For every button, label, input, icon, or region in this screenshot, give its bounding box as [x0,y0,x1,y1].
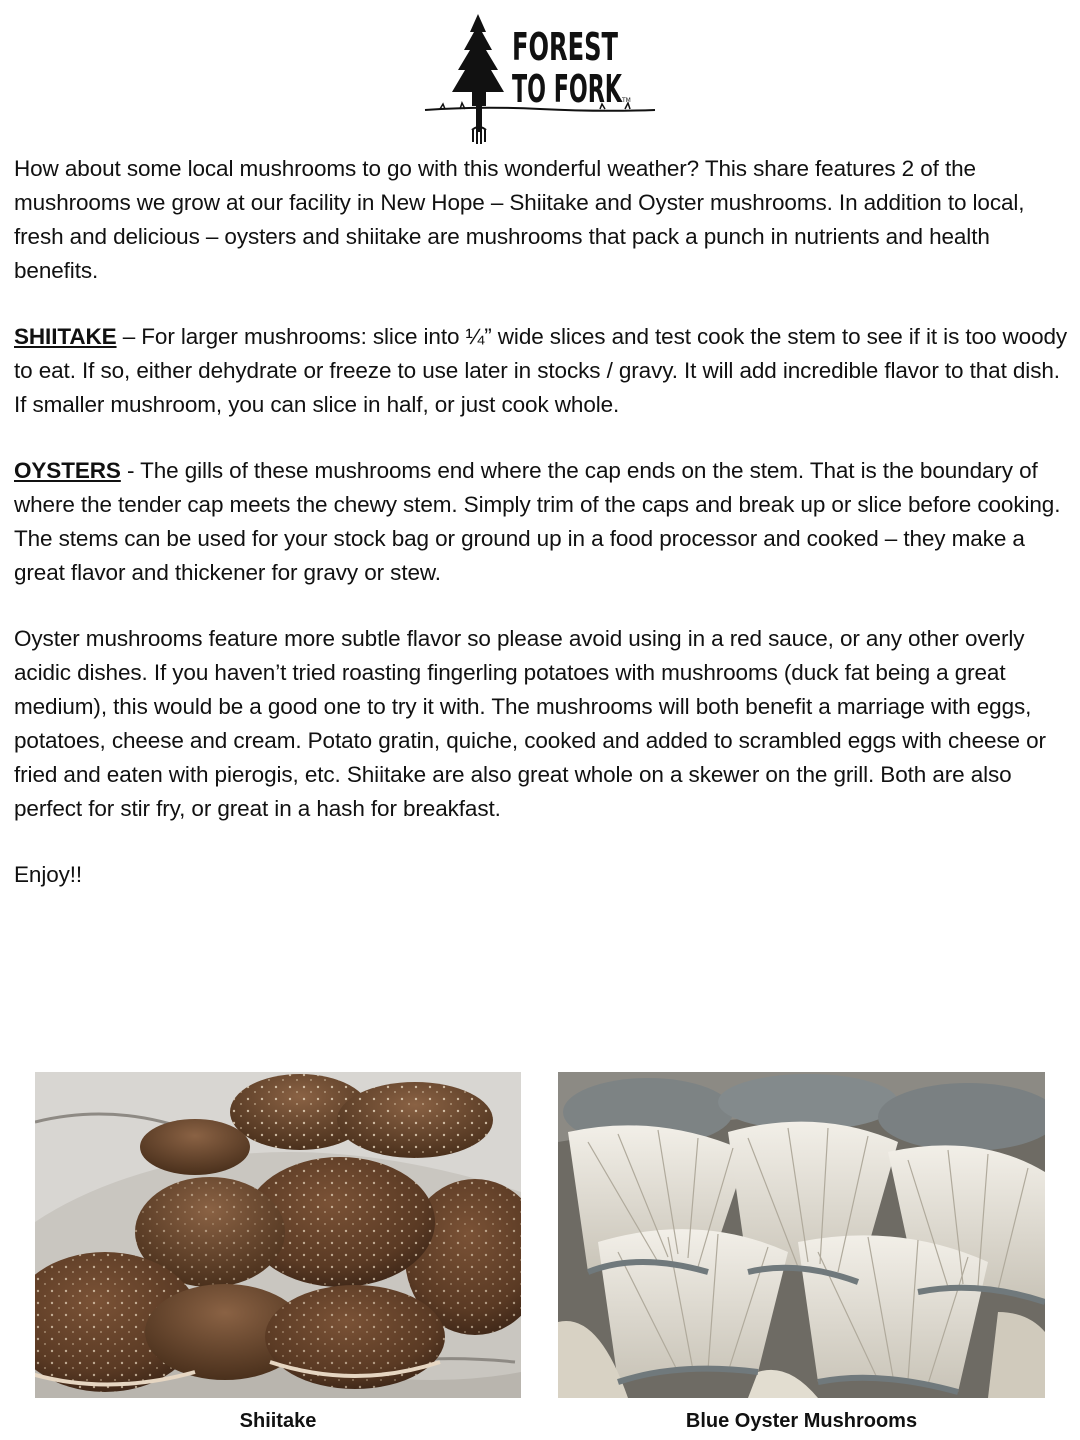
logo-text-forest: FOREST [512,25,619,69]
tree-fork-icon [420,10,660,148]
shiitake-photo [35,1072,521,1398]
forest-to-fork-logo [420,10,660,148]
blue-oyster-caption: Blue Oyster Mushrooms [685,1410,918,1432]
shiitake-text: – For larger mushrooms: slice into ¼” wide slices and test cook the stem to see if it is too woody to eat. If so, either dehydrate or freeze to use later in stocks / gravy. It will add incredible flavor to that dish. If smaller mushroom, you can slice in half, or just cook whole. [14,324,1068,417]
shiitake-caption: Shiitake [239,1410,317,1432]
blue-oyster-photo [558,1072,1045,1398]
shiitake-paragraph [14,320,1070,422]
closing-text: Enjoy!! [14,862,83,887]
oysters-heading: OYSTERS [14,458,121,483]
intro-paragraph: How about some local mushrooms to go with this wonderful weather? This share features 2 of the mushrooms we grow at our facility in New Hope – Shiitake and Oyster mushrooms. In addition to local, fresh and delicious – oysters and shiitake are mushrooms that pack a punch in nutrients and health benefits. [14,156,1025,283]
logo-text-to-fork: TO FORK [512,67,623,111]
share-description [14,152,1070,924]
logo-trademark: TM [622,97,631,104]
shiitake-heading: SHIITAKE [14,324,117,349]
oysters-text: - The gills of these mushrooms end where the cap ends on the stem. That is the boundary of where the tender cap meets the chewy stem. Simply trim of the caps and break up or slice before cooking. The stems can be used for your stock bag or ground up in a food processor and cooked – they make a great flavor and thickener for gravy or stew. [14,458,1061,585]
tips-paragraph: Oyster mushrooms feature more subtle flavor so please avoid using in a red sauce, or any other overly acidic dishes. If you haven’t tried roasting fingerling potatoes with mushrooms (duck fat being a great medium), this would be a good one to try it with. The mushrooms will both benefit a marriage with eggs, potatoes, cheese and cream. Potato gratin, quiche, cooked and added to scrambled eggs with cheese or fried and eaten with pierogis, etc. Shiitake are also great whole on a skewer on the grill. Both are also perfect for stir fry, or great in a hash for breakfast. [14,626,1046,821]
oysters-paragraph [14,454,1070,590]
